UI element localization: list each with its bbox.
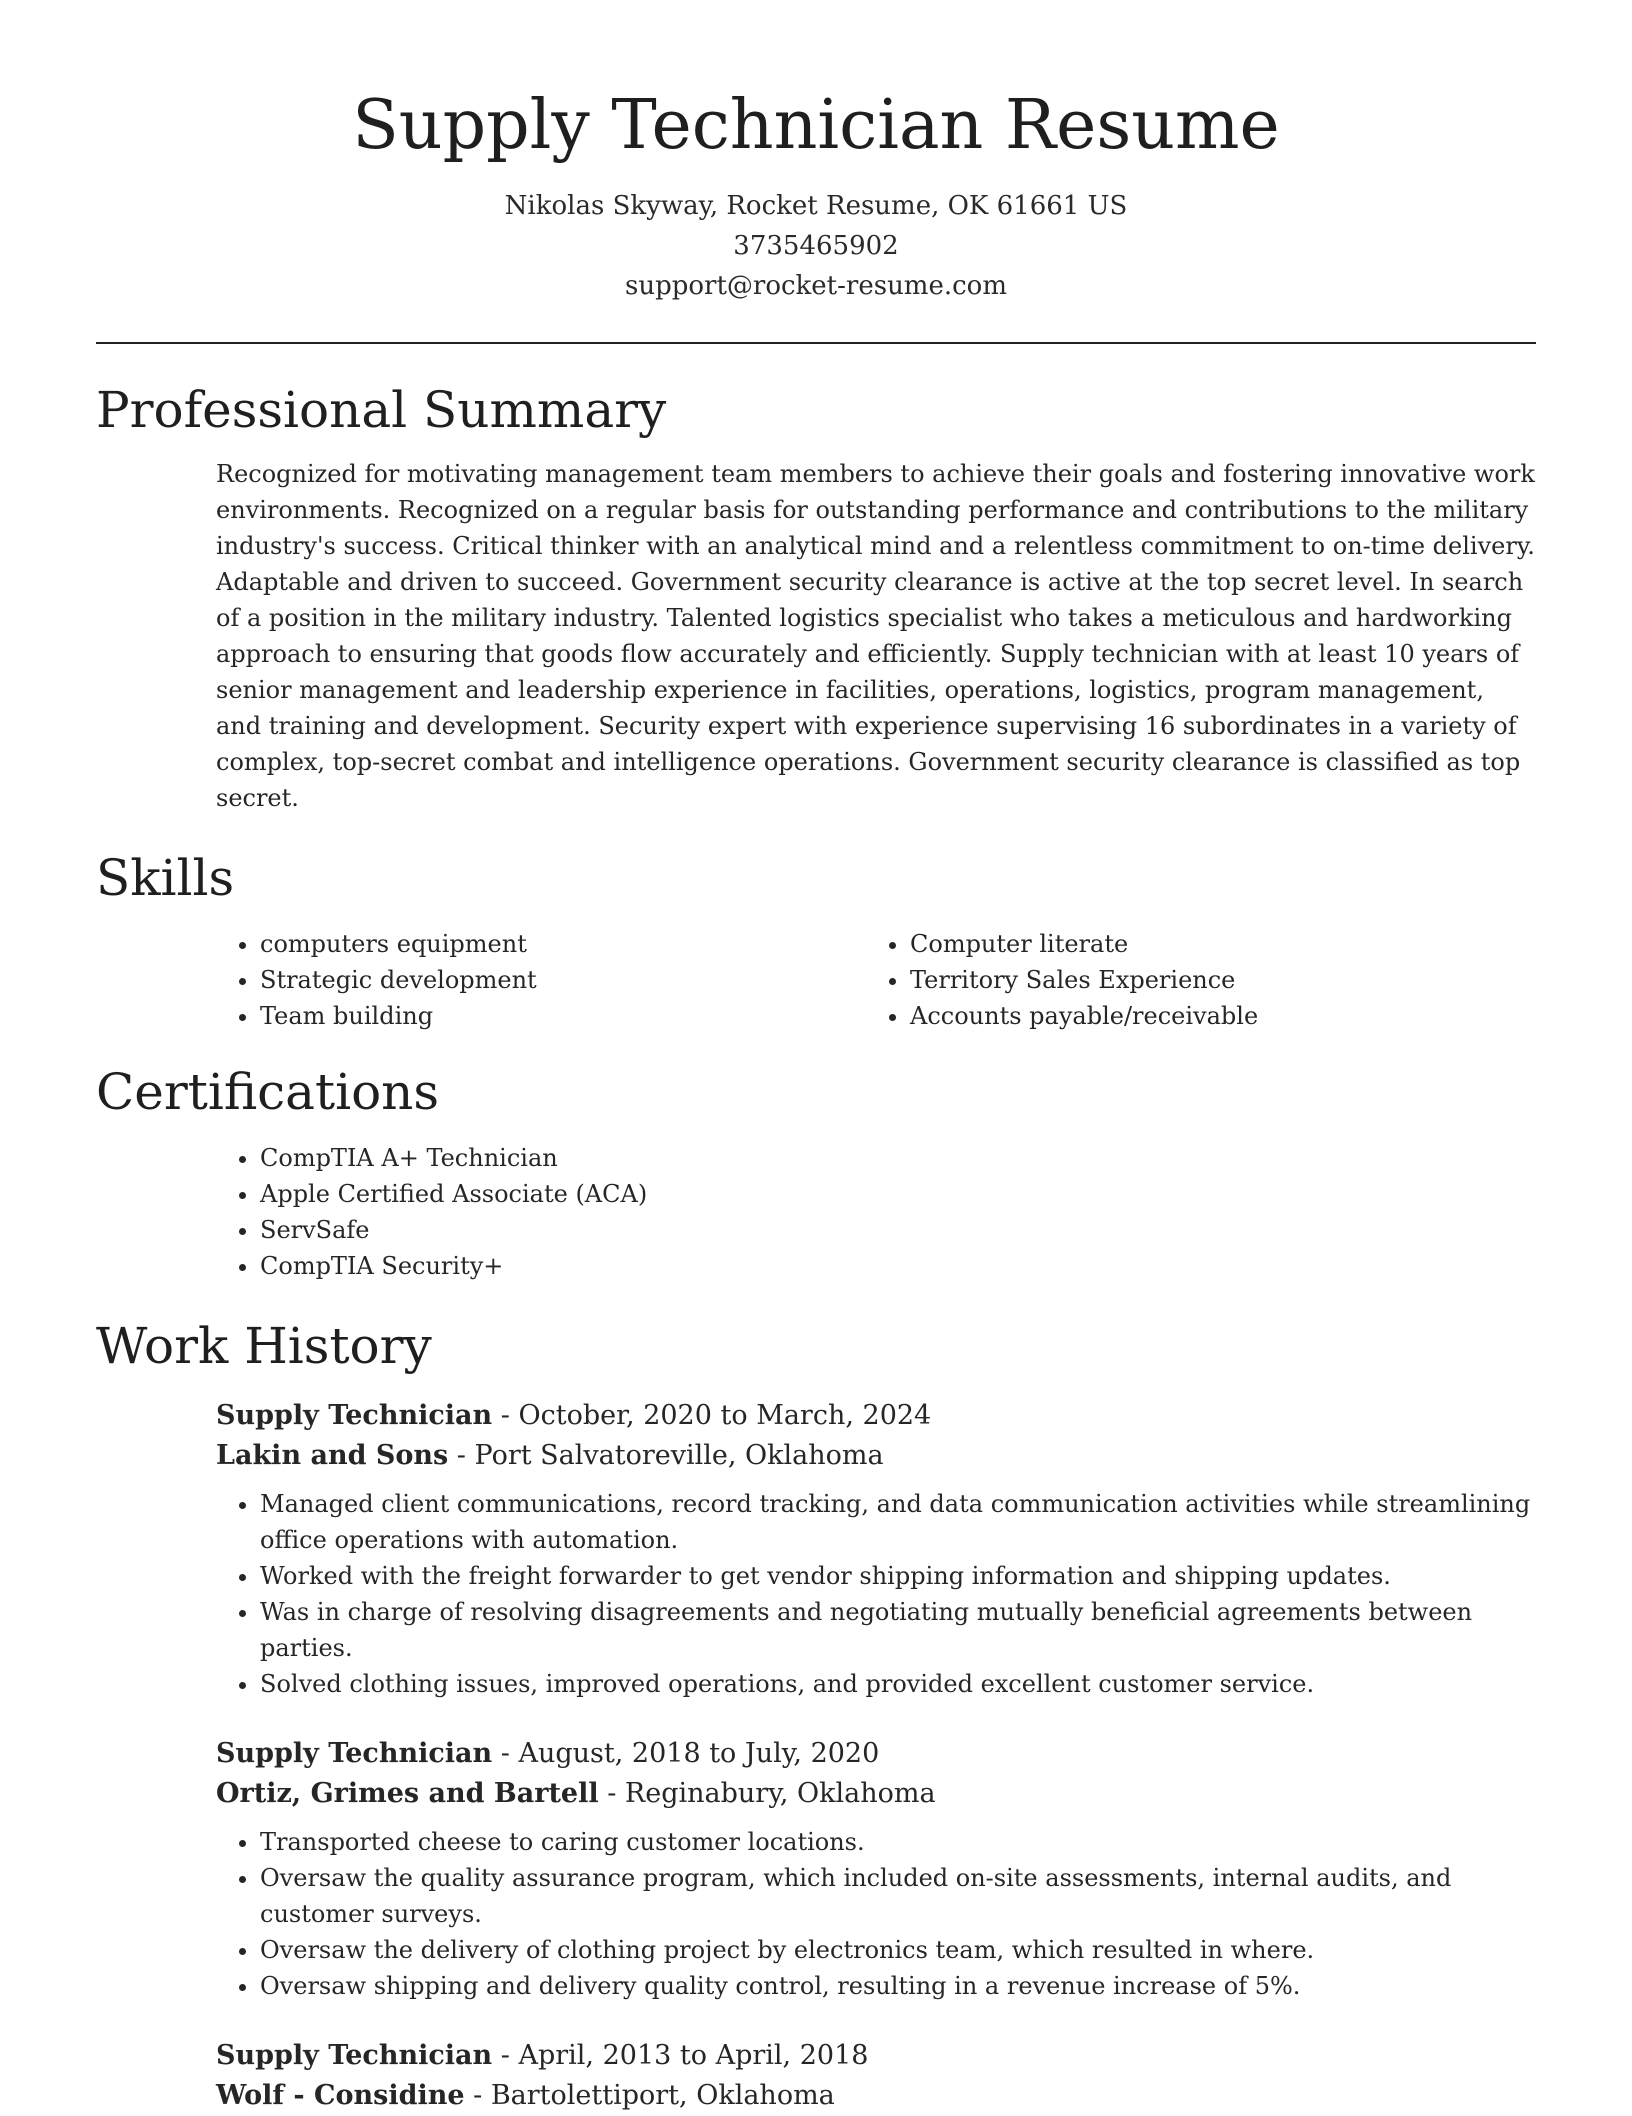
summary-body: [216, 456, 1536, 816]
job-title-line: [216, 2036, 1536, 2076]
certification-item: • Apple Certified Associate (ACA): [260, 1176, 1536, 1212]
skills-column-left: [216, 926, 866, 1034]
job-role: Supply Technician: [216, 2040, 493, 2071]
skill-item: • Accounts payable/receivable: [910, 998, 1516, 1034]
job-company: Lakin and Sons: [216, 1440, 449, 1471]
contact-email: support@rocket-resume.com: [624, 271, 1007, 301]
job-company: Ortiz, Grimes and Bartell: [216, 1778, 599, 1809]
job-bullets: [216, 1824, 1536, 2004]
skills-column-right: [866, 926, 1516, 1034]
job-title-line: [216, 1396, 1536, 1436]
certification-item: • ServSafe: [260, 1212, 1536, 1248]
skill-item: • computers equipment: [260, 926, 866, 962]
job-bullet: • Oversaw the quality assurance program, which included on-site assessments, internal audits, and customer surveys.: [260, 1860, 1536, 1932]
summary-text: Recognized for motivating management team members to achieve their goals and fostering innovative work environments. Recognized on a regular basis for outstanding performance and contributions to the military industry's success. Critical thinker with an analytical mind and a relentless commitment to on-time delivery. Adaptable and driven to succeed. Government security clearance is active at the top secret level. In search of a position in the military industry. Talented logistics specialist who takes a meticulous and hardworking approach to ensuring that goods flow accurately and efficiently. Supply technician with at least 10 years of senior management and leadership experience in facilities, operations, logistics, program management, and training and development. Security expert with experience supervising 16 subordinates in a variety of complex, top-secret combat and intelligence operations. Government security clearance is classified as top secret.: [216, 460, 1535, 812]
skills-grid: [216, 926, 1536, 1034]
job-dates: - April, 2013 to April, 2018: [492, 2040, 869, 2071]
job-bullet: • Was in charge of resolving disagreements and negotiating mutually beneficial agreements between parties.: [260, 1594, 1536, 1666]
job-role: Supply Technician: [216, 1400, 493, 1431]
job-location: - Bartolettiport, Oklahoma: [464, 2080, 835, 2111]
certification-item: • CompTIA Security+: [260, 1248, 1536, 1284]
work-history-heading: Work History: [96, 1317, 432, 1375]
job-company-line: [216, 1436, 1536, 1476]
job-company-line: [216, 1774, 1536, 1814]
job-company-line: [216, 2076, 1536, 2116]
job-role: Supply Technician: [216, 1738, 493, 1769]
certifications-heading: Certifications: [96, 1063, 440, 1121]
header-divider: [96, 342, 1536, 344]
resume-title: Supply Technician Resume: [352, 86, 1280, 165]
job-entry: [216, 1734, 1536, 2004]
skill-item: • Strategic development: [260, 962, 866, 998]
job-entry: [216, 2036, 1536, 2116]
certification-item: • CompTIA A+ Technician: [260, 1140, 1536, 1176]
job-entry: [216, 1396, 1536, 1702]
skill-item: • Computer literate: [910, 926, 1516, 962]
job-bullet: • Managed client communications, record tracking, and data communication activities while streamlining office operations with automation.: [260, 1486, 1536, 1558]
job-location: - Port Salvatoreville, Oklahoma: [448, 1440, 884, 1471]
contact-phone: 3735465902: [733, 231, 899, 261]
skill-item: • Team building: [260, 998, 866, 1034]
job-bullet: • Oversaw the delivery of clothing project by electronics team, which resulted in where.: [260, 1932, 1536, 1968]
job-bullet: • Oversaw shipping and delivery quality control, resulting in a revenue increase of 5%.: [260, 1968, 1536, 2004]
job-bullet: • Solved clothing issues, improved operations, and provided excellent customer service.: [260, 1666, 1536, 1702]
job-bullet: • Worked with the freight forwarder to get vendor shipping information and shipping updates.: [260, 1558, 1536, 1594]
skills-heading: Skills: [96, 849, 235, 907]
resume-page: [96, 0, 1536, 2116]
job-dates: - August, 2018 to July, 2020: [492, 1738, 880, 1769]
certifications-list: [216, 1140, 1536, 1284]
work-history-section: [96, 1314, 1536, 2116]
resume-header: [96, 0, 1536, 306]
job-bullet: • Transported cheese to caring customer locations.: [260, 1824, 1536, 1860]
job-company: Wolf - Considine: [216, 2080, 465, 2111]
job-location: - Reginabury, Oklahoma: [598, 1778, 936, 1809]
summary-section: [96, 378, 1536, 816]
job-bullets: [216, 1486, 1536, 1702]
skill-item: • Territory Sales Experience: [910, 962, 1516, 998]
contact-address: Nikolas Skyway, Rocket Resume, OK 61661 US: [504, 191, 1128, 221]
summary-heading: Professional Summary: [96, 381, 667, 439]
job-title-line: [216, 1734, 1536, 1774]
skills-section: [96, 846, 1536, 1034]
certifications-section: [96, 1060, 1536, 1284]
job-dates: - October, 2020 to March, 2024: [492, 1400, 932, 1431]
